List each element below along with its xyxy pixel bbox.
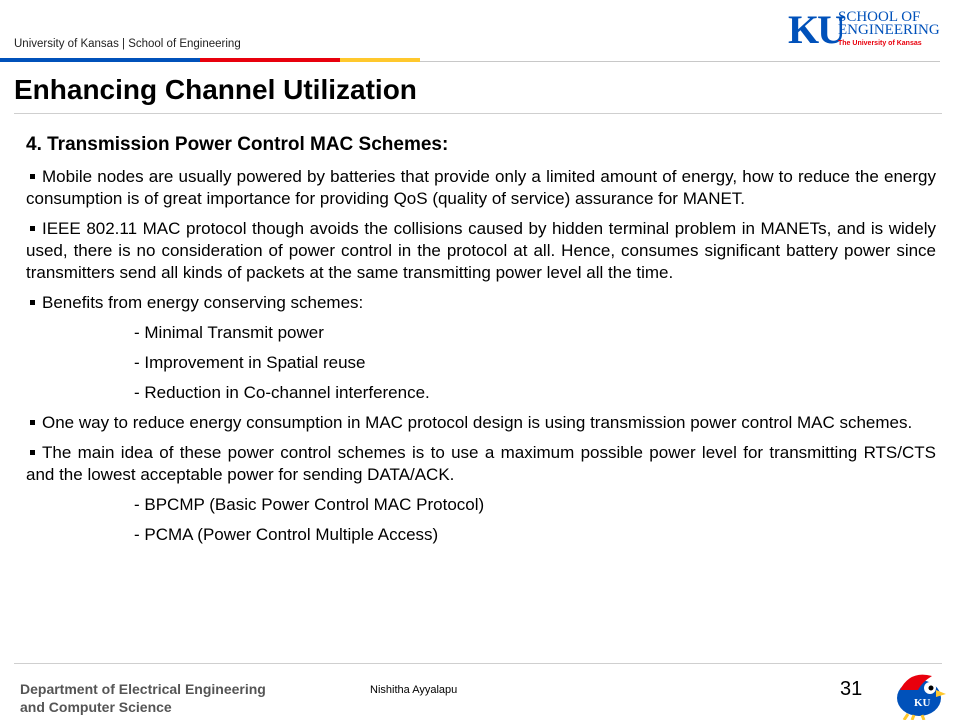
ku-engineering-logo	[788, 8, 948, 52]
bullet-icon	[30, 300, 35, 305]
bullet-icon	[30, 450, 35, 455]
logo-university-text: The University of Kansas	[838, 40, 922, 47]
brand-bar-yellow	[340, 58, 420, 62]
slide-title: Enhancing Channel Utilization	[14, 74, 417, 105]
header-divider	[420, 61, 940, 62]
bullet-paragraph	[26, 412, 936, 434]
footer-author: Nishitha Ayyalapu	[370, 684, 458, 696]
page-number: 31	[840, 678, 863, 700]
bullet-icon	[30, 174, 35, 179]
brand-bar-blue	[0, 58, 200, 62]
footer-divider	[14, 663, 942, 664]
paragraph-text: The main idea of these power control schemes is to use a maximum possible power level for transmitting RTS/CTS and the lowest acceptable power for sending DATA/ACK.	[26, 443, 936, 484]
paragraph-text: Benefits from energy conserving schemes:	[42, 293, 364, 312]
paragraph-text: IEEE 802.11 MAC protocol though avoids the collisions caused by hidden terminal problem in MANETs, and is widely used, there is no consideration of power control in the protocol at all. Hence, consumes significant battery power since transmitters send all kinds of packets at the same transmitting power level all the time.	[26, 219, 936, 282]
bullet-icon	[30, 420, 35, 425]
dept-line2: and Computer Science	[20, 699, 172, 715]
slide-content	[26, 134, 936, 554]
paragraph-text: One way to reduce energy consumption in MAC protocol design is using transmission power control MAC schemes.	[42, 413, 913, 432]
bullet-paragraph	[26, 166, 936, 210]
header-university-line: University of Kansas | School of Engineering	[14, 38, 241, 50]
protocol-item: - BPCMP (Basic Power Control MAC Protocol)	[134, 495, 485, 514]
logo-line2: ENGINEERING	[838, 22, 940, 38]
bullet-paragraph	[26, 218, 936, 284]
bullet-paragraph	[26, 442, 936, 486]
dept-line1: Department of Electrical Engineering	[20, 681, 266, 697]
paragraph-text: Mobile nodes are usually powered by batteries that provide only a limited amount of energy, how to reduce the energy consumption is of great importance for providing QoS (quality of service) assurance for MANET.	[26, 167, 936, 208]
benefit-item: - Reduction in Co-channel interference.	[134, 383, 430, 402]
title-divider	[14, 113, 942, 114]
ku-logo-mark: KU	[788, 7, 844, 52]
logo-school-text	[838, 11, 940, 37]
bullet-paragraph	[26, 292, 936, 314]
protocol-item: - PCMA (Power Control Multiple Access)	[134, 525, 439, 544]
footer-department	[20, 680, 266, 716]
benefit-item: - Minimal Transmit power	[134, 323, 324, 342]
bullet-icon	[30, 226, 35, 231]
section-heading: 4. Transmission Power Control MAC Schemes:	[26, 134, 449, 155]
benefit-item: - Improvement in Spatial reuse	[134, 353, 366, 372]
jayhawk-ku-text: KU	[914, 697, 931, 709]
logo-line1: SCHOOL OF	[838, 9, 921, 25]
brand-bar-red	[200, 58, 340, 62]
jayhawk-mascot-icon	[892, 668, 946, 720]
